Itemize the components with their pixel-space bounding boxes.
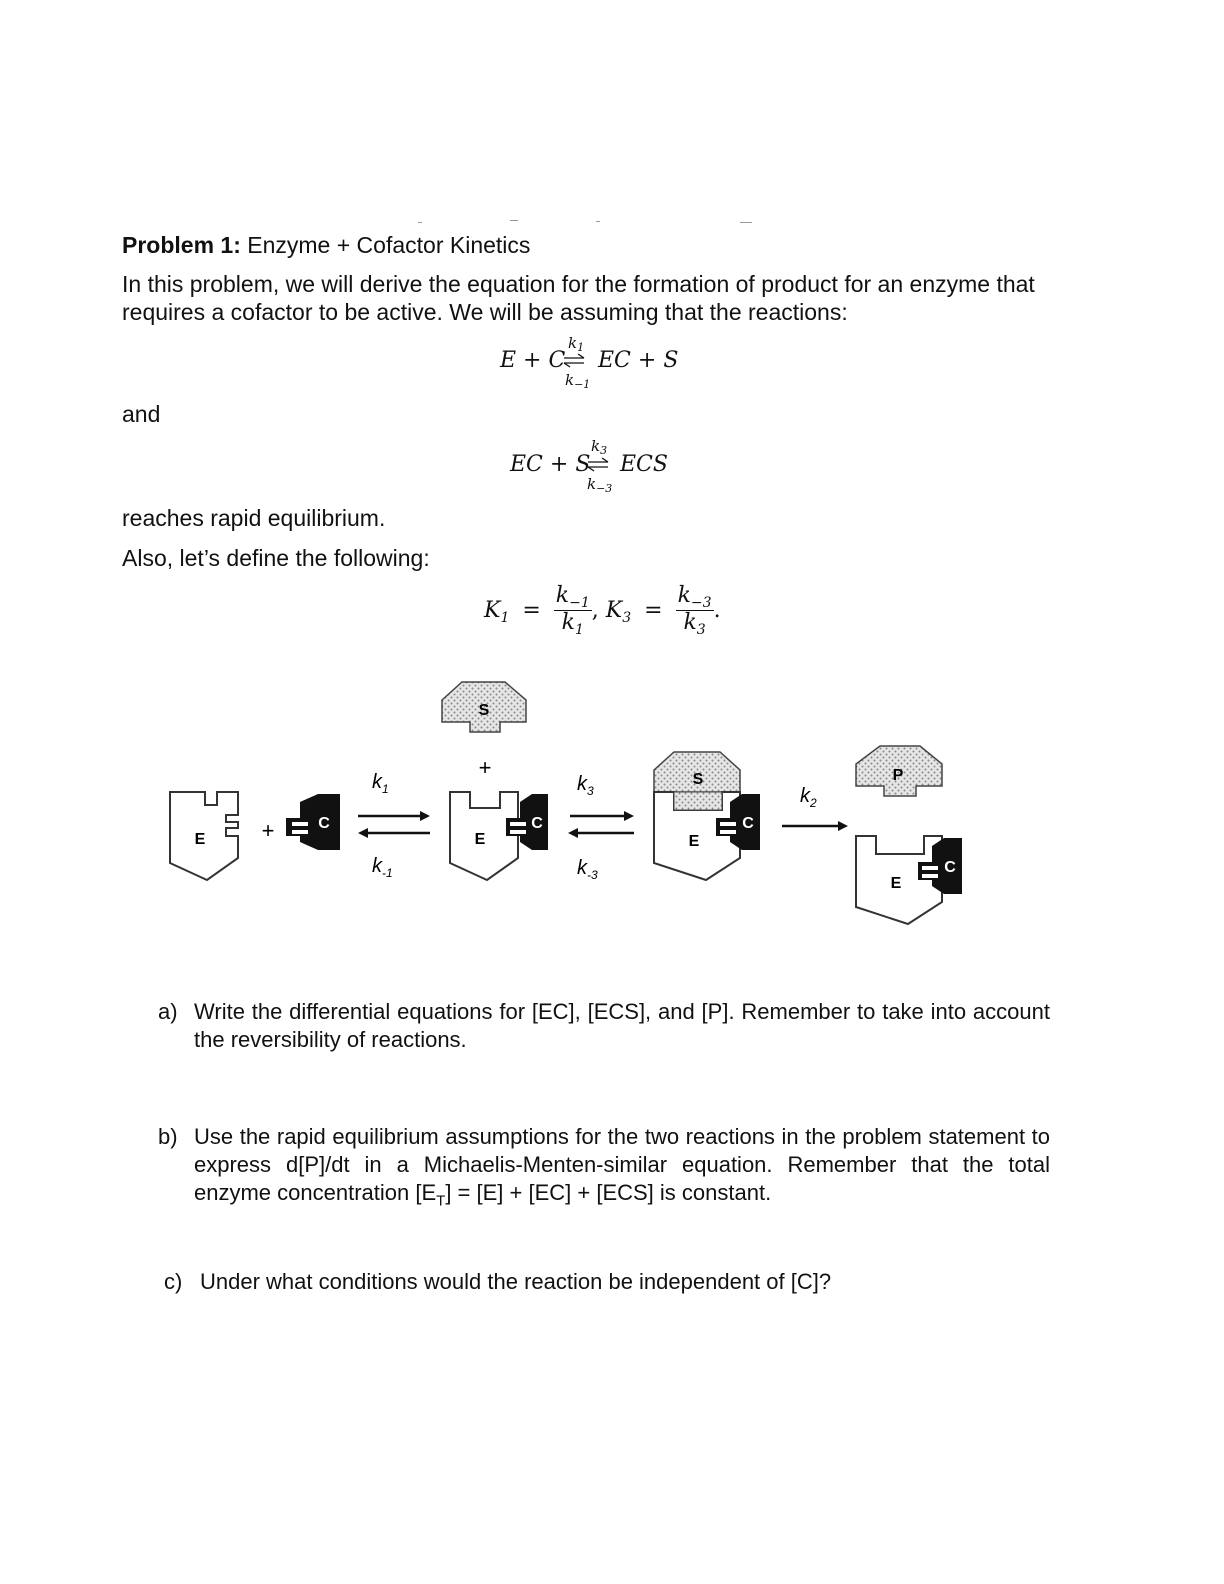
released-cofactor-label: C xyxy=(944,859,956,876)
reaction-2-left: EC + S xyxy=(510,452,591,477)
plus-2: + xyxy=(478,755,492,780)
question-c xyxy=(164,1268,1050,1296)
question-c-label: c) xyxy=(164,1269,183,1294)
free-enzyme xyxy=(170,792,238,880)
question-b-text: Use the rapid equilibrium assumptions for the two reactions in the problem statement to express d[P]/dt in a Michaelis-Menten-similar equation. Remember that the total enzyme concentration $[E_T] = [E] + [EC] + [ECS]$ is constant. xyxy=(194,1124,1050,1210)
rapid-equilibrium-text: reaches rapid equilibrium. xyxy=(122,505,386,531)
released-enzyme-label: E xyxy=(890,875,902,892)
reaction-2-kr: $k_{-3}$ xyxy=(587,475,613,495)
ec-enzyme-label: E xyxy=(474,831,486,848)
ec-complex xyxy=(450,792,548,880)
product xyxy=(856,746,942,796)
K1-symbol: $K_1$ xyxy=(484,598,510,626)
equilibrium-constants: $K_1$ = $\frac{k_{-1}}{k_1}$ , $K_3$ = $\frac{k_{-3}}{k_3}$ . xyxy=(484,583,721,638)
substrate xyxy=(442,682,526,732)
reaction-2-equilibrium-arrow xyxy=(586,456,612,474)
ecs-cofactor-label: C xyxy=(742,815,754,832)
K3-symbol: $K_3$ xyxy=(605,598,632,626)
reaction-1-left: E + C xyxy=(500,348,566,373)
product-label: P xyxy=(892,767,904,784)
k2-label: $k_2$ xyxy=(800,785,817,810)
k3-label: $k_3$ xyxy=(577,773,594,798)
reaction-1-kf: $k_1$ xyxy=(568,334,585,354)
ecs-complex xyxy=(654,752,760,880)
substrate-label: S xyxy=(478,702,490,719)
K3-fraction: $\frac{k_{-3}}{k_3}$ xyxy=(677,583,712,638)
reaction-diagram xyxy=(0,660,1224,940)
problem-title xyxy=(122,232,530,259)
ecs-enzyme-label: E xyxy=(688,833,700,850)
reaction-2-kf: $k_3$ xyxy=(591,437,608,457)
released-ec xyxy=(856,836,962,924)
question-a-text: Write the differential equations for [EC], [ECS], and [P]. Remember to take into account the reversibility of reactions. xyxy=(194,999,1050,1052)
question-a xyxy=(158,998,1050,1054)
K1-fraction: $\frac{k_{-1}}{k_1}$ xyxy=(555,583,590,638)
reaction-1-right: EC + S xyxy=(598,348,679,373)
plus-1: + xyxy=(261,818,275,843)
question-a-label: a) xyxy=(158,999,178,1024)
free-enzyme-label: E xyxy=(194,831,206,848)
question-b xyxy=(158,1123,1050,1215)
ecs-substrate-label: S xyxy=(692,771,704,788)
reaction-1-equilibrium-arrow xyxy=(562,352,588,370)
reaction-1 xyxy=(500,348,565,373)
problem-heading: Enzyme + Cofactor Kinetics xyxy=(247,232,531,258)
define-text: Also, let’s define the following: xyxy=(122,545,430,571)
intro-paragraph: In this problem, we will derive the equation for the formation of product for an enzyme that requires a cofactor to be active. We will be assuming that the reactions: xyxy=(122,271,1035,325)
cofactor-label: C xyxy=(318,815,330,832)
and-text: and xyxy=(122,401,161,427)
km1-label: $k_{-1}$ xyxy=(372,855,393,880)
cofactor xyxy=(286,794,340,850)
question-b-label: b) xyxy=(158,1124,178,1149)
ec-cofactor-label: C xyxy=(531,815,543,832)
reaction-1-kr: $k_{-1}$ xyxy=(565,371,591,391)
km3-label: $k_{-3}$ xyxy=(577,857,598,882)
reaction-2-right: ECS xyxy=(620,452,668,477)
question-c-text: Under what conditions would the reaction be independent of [C]? xyxy=(200,1269,832,1294)
k1-label: $k_1$ xyxy=(372,771,389,796)
problem-label: Problem 1: xyxy=(122,232,241,258)
